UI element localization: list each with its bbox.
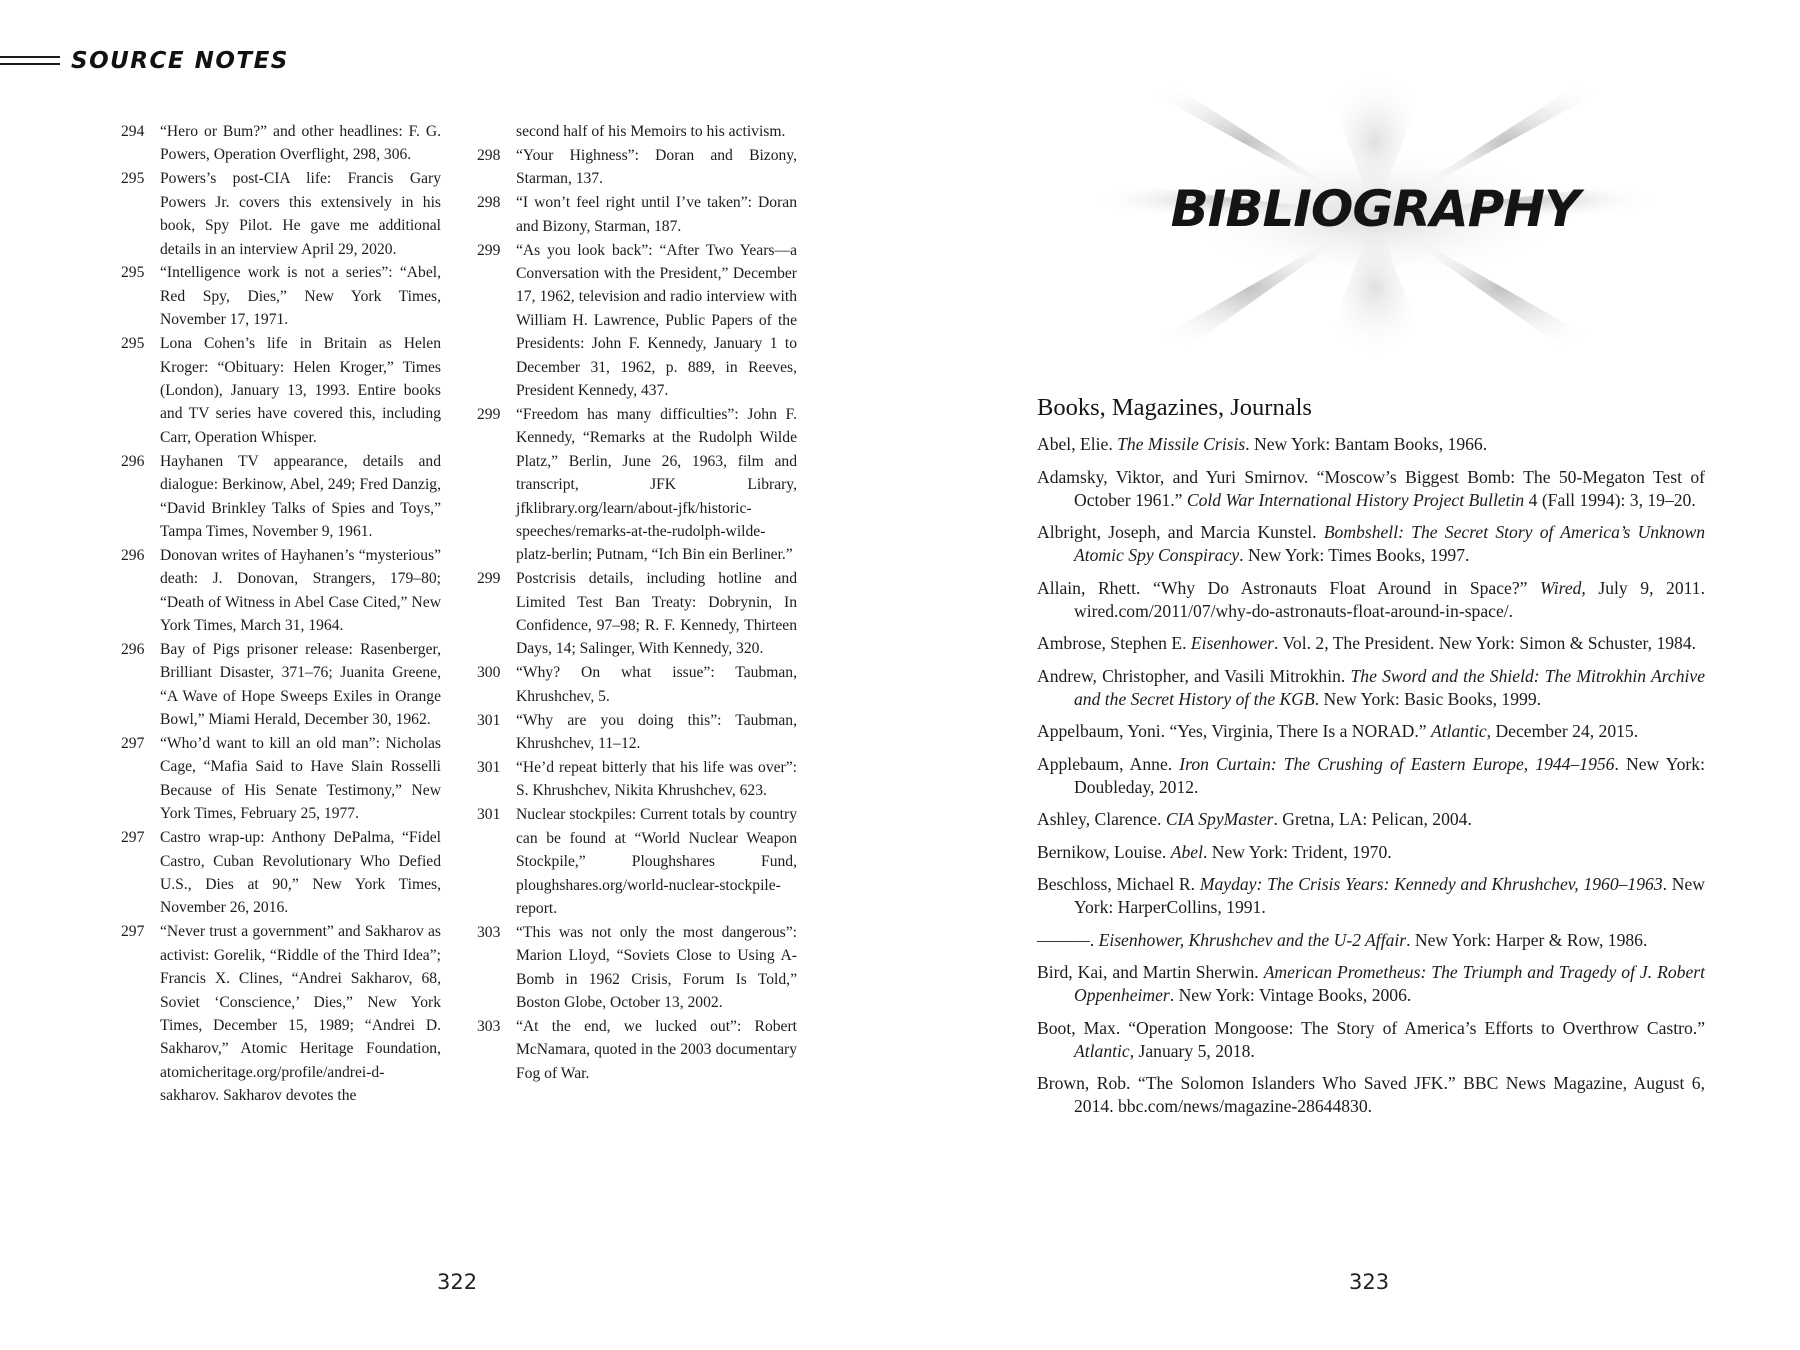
entry-before: Allain, Rhett. “Why Do Astronauts Float Around in Space?” xyxy=(1037,577,1541,598)
bibliography-entry xyxy=(1037,1017,1705,1063)
source-note xyxy=(121,450,441,544)
bibliography-entry xyxy=(1037,720,1705,743)
note-text: “As you look back”: “After Two Years—a Conversation with the President,” December 17, 1962, television and radio interview with William H. Lawrence, Public Papers of the Presidents: John F. Kennedy, January 1 to December 31, 1962, p. 889, in Reeves, President Kennedy, 437. xyxy=(516,241,797,399)
note-text: Castro wrap-up: Anthony DePalma, “Fidel Castro, Cuban Revolutionary Who Defied U.S., Dies at 90,” New York Times, November 26, 2016. xyxy=(160,829,441,917)
entry-before: Adamsky, Viktor, and Yuri Smirnov. “Moscow’s Biggest Bomb: The 50-Megaton Test of October 1961.” xyxy=(1037,466,1705,510)
bibliography-list xyxy=(1037,433,1705,1128)
note-text: second half of his Memoirs to his activism. xyxy=(516,123,786,140)
note-text: “Your Highness”: Doran and Bizony, Starman, 137. xyxy=(516,146,797,188)
entry-title: Cold War International History Project Bulletin xyxy=(1186,489,1525,510)
note-text: “At the end, we lucked out”: Robert McNamara, quoted in the 2003 documentary Fog of War. xyxy=(516,1017,797,1082)
source-note xyxy=(477,1015,797,1085)
bibliography-entry xyxy=(1037,808,1705,831)
note-text: “Why are you doing this”: Taubman, Khrushchev, 11–12. xyxy=(516,711,797,753)
note-page-ref: 295 xyxy=(121,335,145,353)
entry-after: . New York: Times Books, 1997. xyxy=(1239,545,1470,565)
chapter-title: BIBLIOGRAPHY xyxy=(1170,180,1580,238)
entry-title: Mayday: The Crisis Years: Kennedy and Khrushchev, 1960–1963 xyxy=(1199,874,1663,894)
source-note xyxy=(477,921,797,1015)
entry-after: . New York: Harper & Row, 1986. xyxy=(1406,929,1648,950)
note-text: Powers’s post-CIA life: Francis Gary Powers Jr. covers this extensively in his book, Spy Pilot. He gave me additional details in an interview April 29, 2020. xyxy=(160,170,441,258)
note-page-ref: 303 xyxy=(477,923,501,941)
entry-after: , December 24, 2015. xyxy=(1486,721,1639,741)
note-page-ref: 299 xyxy=(477,241,501,259)
bibliography-entry xyxy=(1037,929,1705,952)
source-note xyxy=(477,709,797,756)
note-text: “He’d repeat bitterly that his life was over”: S. Khrushchev, Nikita Khrushchev, 623. xyxy=(516,758,797,800)
source-note xyxy=(121,732,441,826)
entry-before: Bernikow, Louise. xyxy=(1037,841,1171,862)
note-page-ref: 296 xyxy=(121,640,145,658)
entry-title: Abel xyxy=(1170,841,1203,862)
source-note xyxy=(121,120,441,167)
entry-before: Applebaum, Anne. xyxy=(1037,753,1180,774)
note-page-ref: 297 xyxy=(121,923,145,941)
note-text: Postcrisis details, including hotline and Limited Test Ban Treaty: Dobrynin, In Confidence, 97–98; R. F. Kennedy, Thirteen Days, 14; Salinger, With Kennedy, 320. xyxy=(516,570,797,658)
entry-after: . Vol. 2, The President. New York: Simon & Schuster, 1984. xyxy=(1274,633,1697,653)
entry-after: , July 9, 2011. wired.com/2011/07/why-do-astronauts-float-around-in-space/. xyxy=(1074,577,1705,621)
source-note xyxy=(121,332,441,449)
note-text: Hayhanen TV appearance, details and dialogue: Berkinow, Abel, 249; Fred Danzig, “David Brinkley Talks of Spies and Toys,” Tampa Times, November 9, 1961. xyxy=(160,452,441,540)
entry-before: Beschloss, Michael R. xyxy=(1037,874,1200,894)
entry-before: Albright, Joseph, and Marcia Kunstel. xyxy=(1037,522,1324,542)
source-note xyxy=(477,120,797,143)
source-note xyxy=(121,167,441,261)
bibliography-entry xyxy=(1037,665,1705,711)
section-heading: Books, Magazines, Journals xyxy=(1037,394,1312,421)
note-page-ref: 300 xyxy=(477,664,501,682)
note-page-ref: 295 xyxy=(121,264,145,282)
source-note xyxy=(121,638,441,732)
header-rule xyxy=(0,56,60,58)
note-page-ref: 298 xyxy=(477,194,501,212)
note-text: “Why? On what issue”: Taubman, Khrushchev, 5. xyxy=(516,664,797,705)
entry-before: Brown, Rob. “The Solomon Islanders Who Saved JFK.” BBC News Magazine, August 6, 2014. bbc.com/news/magazine-28644830. xyxy=(1037,1073,1705,1116)
notes-column-1 xyxy=(121,120,441,1108)
source-note xyxy=(121,544,441,638)
source-note xyxy=(121,261,441,331)
source-note xyxy=(477,756,797,803)
entry-title: The Sword and the Shield: The Mitrokhin Archive and the Secret History of the KGB xyxy=(1074,665,1705,709)
note-text: “I won’t feel right until I’ve taken”: Doran and Bizony, Starman, 187. xyxy=(516,194,797,235)
entry-after: , January 5, 2018. xyxy=(1129,1040,1255,1061)
header-rule xyxy=(0,63,60,65)
note-text: Donovan writes of Hayhanen’s “mysterious” death: J. Donovan, Strangers, 179–80; “Death of Witness in Abel Case Cited,” New York Times, March 31, 1964. xyxy=(160,546,441,635)
note-page-ref: 301 xyxy=(477,758,501,776)
bibliography-entry xyxy=(1037,466,1705,512)
entry-title: Eisenhower, Khrushchev and the U-2 Affair xyxy=(1098,929,1407,950)
note-page-ref: 301 xyxy=(477,806,501,824)
note-page-ref: 299 xyxy=(477,405,501,423)
note-page-ref: 297 xyxy=(121,829,145,847)
page-number: 322 xyxy=(437,1270,478,1294)
bibliography-entry xyxy=(1037,521,1705,567)
entry-title: The Missile Crisis xyxy=(1117,434,1246,454)
note-text: “Intelligence work is not a series”: “Abel, Red Spy, Dies,” New York Times, November 17, 1971. xyxy=(160,264,441,329)
bibliography-entry xyxy=(1037,961,1705,1007)
entry-before: Abel, Elie. xyxy=(1037,434,1118,454)
entry-before: Boot, Max. “Operation Mongoose: The Story of America’s Efforts to Overthrow Castro.” xyxy=(1037,1017,1705,1038)
note-text: “Never trust a government” and Sakharov as activist: Gorelik, “Riddle of the Third Idea”; Francis X. Clines, “Andrei Sakharov, 68, Soviet ‘Conscience,’ Dies,” New York Times, December 15, 1989; “Andrei D. Sakharov,” Atomic Heritage Foundation, atomicheritage.org/profile/andrei-d-sakharov. Sakharov devotes the xyxy=(160,923,441,1105)
note-text: “This was not only the most dangerous”: Marion Lloyd, “Soviets Close to Using A-Bomb in 1962 Crisis, Forum Is Told,” Boston Globe, October 13, 2002. xyxy=(516,923,797,1012)
entry-after: 4 (Fall 1994): 3, 19–20. xyxy=(1524,489,1696,510)
running-head: SOURCE NOTES xyxy=(71,48,289,74)
note-page-ref: 294 xyxy=(121,123,145,140)
entry-after: . New York: HarperCollins, 1991. xyxy=(1074,874,1705,917)
source-note xyxy=(121,920,441,1107)
entry-before: Bird, Kai, and Martin Sherwin. xyxy=(1037,962,1264,982)
entry-title: Bombshell: The Secret Story of America’s Unknown Atomic Spy Conspiracy xyxy=(1074,522,1705,565)
note-text: Bay of Pigs prisoner release: Rasenberger, Brilliant Disaster, 371–76; Juanita Greene, “A Wave of Hope Sweeps Exiles in Orange Bowl,” Miami Herald, December 30, 1962. xyxy=(160,640,441,729)
entry-title: Wired xyxy=(1540,577,1582,598)
entry-after: . New York: Basic Books, 1999. xyxy=(1314,688,1542,709)
note-text: Nuclear stockpiles: Current totals by country can be found at “World Nuclear Weapon Stockpile,” Ploughshares Fund, ploughshares.org/world-nuclear-stockpile-report. xyxy=(516,806,797,917)
entry-before: Appelbaum, Yoni. “Yes, Virginia, There Is a NORAD.” xyxy=(1037,721,1431,741)
note-page-ref: 299 xyxy=(477,570,501,588)
entry-before: ———. xyxy=(1037,929,1099,950)
entry-after: . New York: Vintage Books, 2006. xyxy=(1169,985,1412,1005)
source-note xyxy=(477,239,797,403)
note-page-ref: 295 xyxy=(121,170,145,188)
notes-column-2 xyxy=(477,120,797,1086)
note-text: Lona Cohen’s life in Britain as Helen Kroger: “Obituary: Helen Kroger,” Times (London), January 13, 1993. Entire books and TV series have covered this, including Carr, Operation Whisper. xyxy=(160,335,441,446)
entry-after: . Gretna, LA: Pelican, 2004. xyxy=(1273,809,1472,829)
entry-title: American Prometheus: The Triumph and Tragedy of J. Robert Oppenheimer xyxy=(1074,962,1706,1005)
entry-after: . New York: Doubleday, 2012. xyxy=(1074,753,1705,797)
note-page-ref: 296 xyxy=(121,546,145,564)
entry-after: . New York: Bantam Books, 1966. xyxy=(1245,434,1488,454)
note-page-ref: 298 xyxy=(477,146,501,164)
source-note xyxy=(477,403,797,567)
bibliography-entry xyxy=(1037,632,1705,655)
note-page-ref: 303 xyxy=(477,1017,501,1035)
bibliography-entry xyxy=(1037,873,1705,919)
note-page-ref: 297 xyxy=(121,735,145,753)
note-text: “Freedom has many difficulties”: John F. Kennedy, “Remarks at the Rudolph Wilde Platz,” Berlin, June 26, 1963, film and transcript, JFK Library, jfklibrary.org/learn/about-jfk/historic-speeches/remarks-at-the-rudolph-wilde-platz-berlin; Putnam, “Ich Bin ein Berliner.” xyxy=(516,405,797,564)
entry-title: Atlantic xyxy=(1074,1040,1130,1061)
source-note xyxy=(477,567,797,661)
bibliography-entry xyxy=(1037,433,1705,456)
bibliography-entry xyxy=(1037,577,1705,623)
source-note xyxy=(477,661,797,708)
bibliography-entry xyxy=(1037,841,1705,864)
source-note xyxy=(477,191,797,238)
entry-title: Eisenhower xyxy=(1190,633,1274,653)
note-text: “Hero or Bum?” and other headlines: F. G. Powers, Operation Overflight, 298, 306. xyxy=(160,123,441,164)
source-note xyxy=(477,803,797,920)
bibliography-entry xyxy=(1037,753,1705,799)
entry-title: CIA SpyMaster xyxy=(1165,809,1274,829)
entry-before: Ambrose, Stephen E. xyxy=(1037,633,1191,653)
note-page-ref: 301 xyxy=(477,711,501,729)
entry-before: Andrew, Christopher, and Vasili Mitrokhin. xyxy=(1037,665,1351,686)
entry-after: . New York: Trident, 1970. xyxy=(1202,841,1392,862)
note-text: “Who’d want to kill an old man”: Nicholas Cage, “Mafia Said to Have Slain Rosselli Because of His Senate Testimony,” New York Times, February 25, 1977. xyxy=(160,735,441,823)
entry-title: Atlantic xyxy=(1430,721,1487,741)
entry-title: Iron Curtain: The Crushing of Eastern Europe, 1944–1956 xyxy=(1179,753,1615,774)
bibliography-entry xyxy=(1037,1072,1705,1118)
entry-before: Ashley, Clarence. xyxy=(1037,809,1166,829)
source-note xyxy=(477,144,797,191)
source-note xyxy=(121,826,441,920)
page-number: 323 xyxy=(1349,1270,1390,1294)
note-page-ref: 296 xyxy=(121,452,145,470)
